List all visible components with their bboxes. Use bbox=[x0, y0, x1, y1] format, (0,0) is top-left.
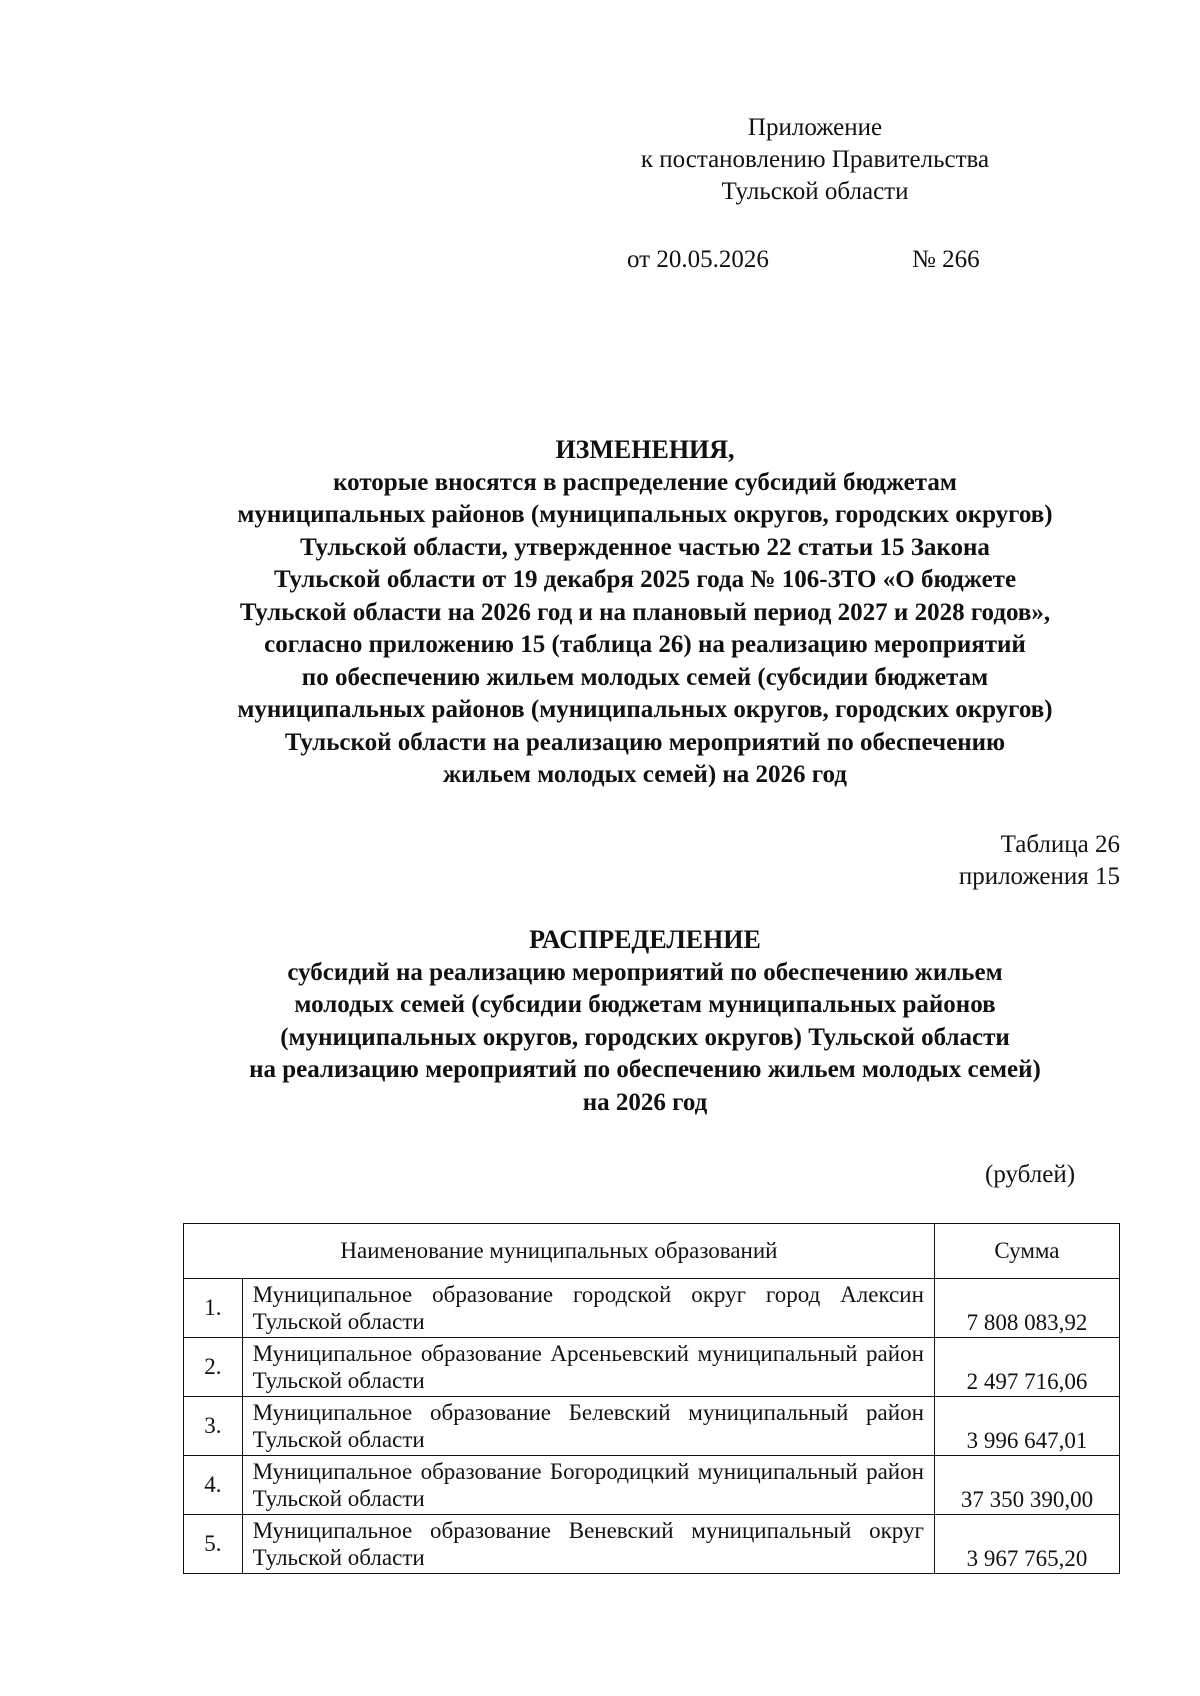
distribution-title bbox=[150, 924, 1140, 1119]
row-name: Муниципальное образование Богородицкий муниципальный район Тульской области bbox=[242, 1456, 934, 1515]
table-reference bbox=[820, 829, 1120, 893]
distribution-title-line: на реализацию мероприятий по обеспечению жильем молодых семей) bbox=[249, 1056, 1041, 1083]
changes-title-line: которые вносятся в распределение субсидий бюджетам bbox=[333, 468, 957, 496]
appendix-header bbox=[600, 112, 1030, 208]
table-row bbox=[184, 1279, 1120, 1338]
distribution-heading: РАСПРЕДЕЛЕНИЕ bbox=[529, 925, 761, 954]
changes-title-line: Тульской области на реализацию мероприятий по обеспечению bbox=[284, 728, 1006, 756]
table-ref-line-2: приложения 15 bbox=[958, 863, 1120, 890]
table-row bbox=[184, 1515, 1120, 1574]
table-row bbox=[184, 1338, 1120, 1397]
row-sum: 3 996 647,01 bbox=[934, 1397, 1119, 1456]
changes-title-line: муниципальных районов (муниципальных округов, городских округов) bbox=[237, 696, 1053, 723]
appendix-line-2: к постановлению Правительства bbox=[640, 146, 990, 173]
row-number: 3. bbox=[184, 1397, 243, 1456]
table-header-row bbox=[184, 1224, 1120, 1279]
changes-title-line: Тульской области от 19 декабря 2025 года № 106-ЗТО «О бюджете bbox=[273, 566, 1017, 593]
appendix-line-1: Приложение bbox=[747, 114, 883, 141]
row-name: Муниципальное образование Веневский муниципальный округ Тульской области bbox=[242, 1515, 934, 1574]
row-number: 4. bbox=[184, 1456, 243, 1515]
row-sum: 3 967 765,20 bbox=[934, 1515, 1119, 1574]
distribution-title-line: на 2026 год bbox=[582, 1088, 708, 1116]
changes-title-line: муниципальных районов (муниципальных округов, городских округов) bbox=[237, 501, 1053, 528]
changes-title-line: жильем молодых семей) на 2026 год bbox=[443, 761, 847, 788]
changes-title-line: по обеспечению жильем молодых семей (субсидии бюджетам bbox=[301, 663, 989, 691]
table-row bbox=[184, 1397, 1120, 1456]
distribution-table bbox=[183, 1223, 1120, 1574]
row-number: 1. bbox=[184, 1279, 243, 1338]
changes-title bbox=[150, 434, 1140, 792]
row-number: 5. bbox=[184, 1515, 243, 1574]
row-sum: 7 808 083,92 bbox=[934, 1279, 1119, 1338]
changes-title-line: согласно приложению 15 (таблица 26) на реализацию мероприятий bbox=[264, 631, 1026, 658]
changes-title-line: Тульской области, утвержденное частью 22 статьи 15 Закона bbox=[300, 533, 990, 561]
distribution-title-line: (муниципальных округов, городских округов) Тульской области bbox=[280, 1023, 1010, 1051]
decree-number: № 266 bbox=[912, 246, 980, 273]
row-name: Муниципальное образование Арсеньевский муниципальный район Тульской области bbox=[242, 1338, 934, 1397]
distribution-title-line: субсидий на реализацию мероприятий по обеспечению жильем bbox=[287, 958, 1003, 986]
row-number: 2. bbox=[184, 1338, 243, 1397]
row-name: Муниципальное образование Белевский муниципальный район Тульской области bbox=[242, 1397, 934, 1456]
row-name: Муниципальное образование городской округ город Алексин Тульской области bbox=[242, 1279, 934, 1338]
appendix-line-3: Тульской области bbox=[721, 178, 909, 205]
header-name: Наименование муниципальных образований bbox=[184, 1224, 935, 1279]
table-row bbox=[184, 1456, 1120, 1515]
distribution-title-line: молодых семей (субсидии бюджетам муниципальных районов bbox=[294, 991, 996, 1018]
row-sum: 2 497 716,06 bbox=[934, 1338, 1119, 1397]
decree-date: от 20.05.2026 bbox=[627, 246, 769, 273]
table-ref-line-1: Таблица 26 bbox=[1000, 831, 1120, 858]
row-sum: 37 350 390,00 bbox=[934, 1456, 1119, 1515]
units-label: (рублей) bbox=[985, 1161, 1076, 1188]
changes-title-line: Тульской области на 2026 год и на плановый период 2027 и 2028 годов», bbox=[239, 598, 1051, 626]
header-sum: Сумма bbox=[934, 1224, 1119, 1279]
changes-heading: ИЗМЕНЕНИЯ, bbox=[555, 435, 735, 464]
